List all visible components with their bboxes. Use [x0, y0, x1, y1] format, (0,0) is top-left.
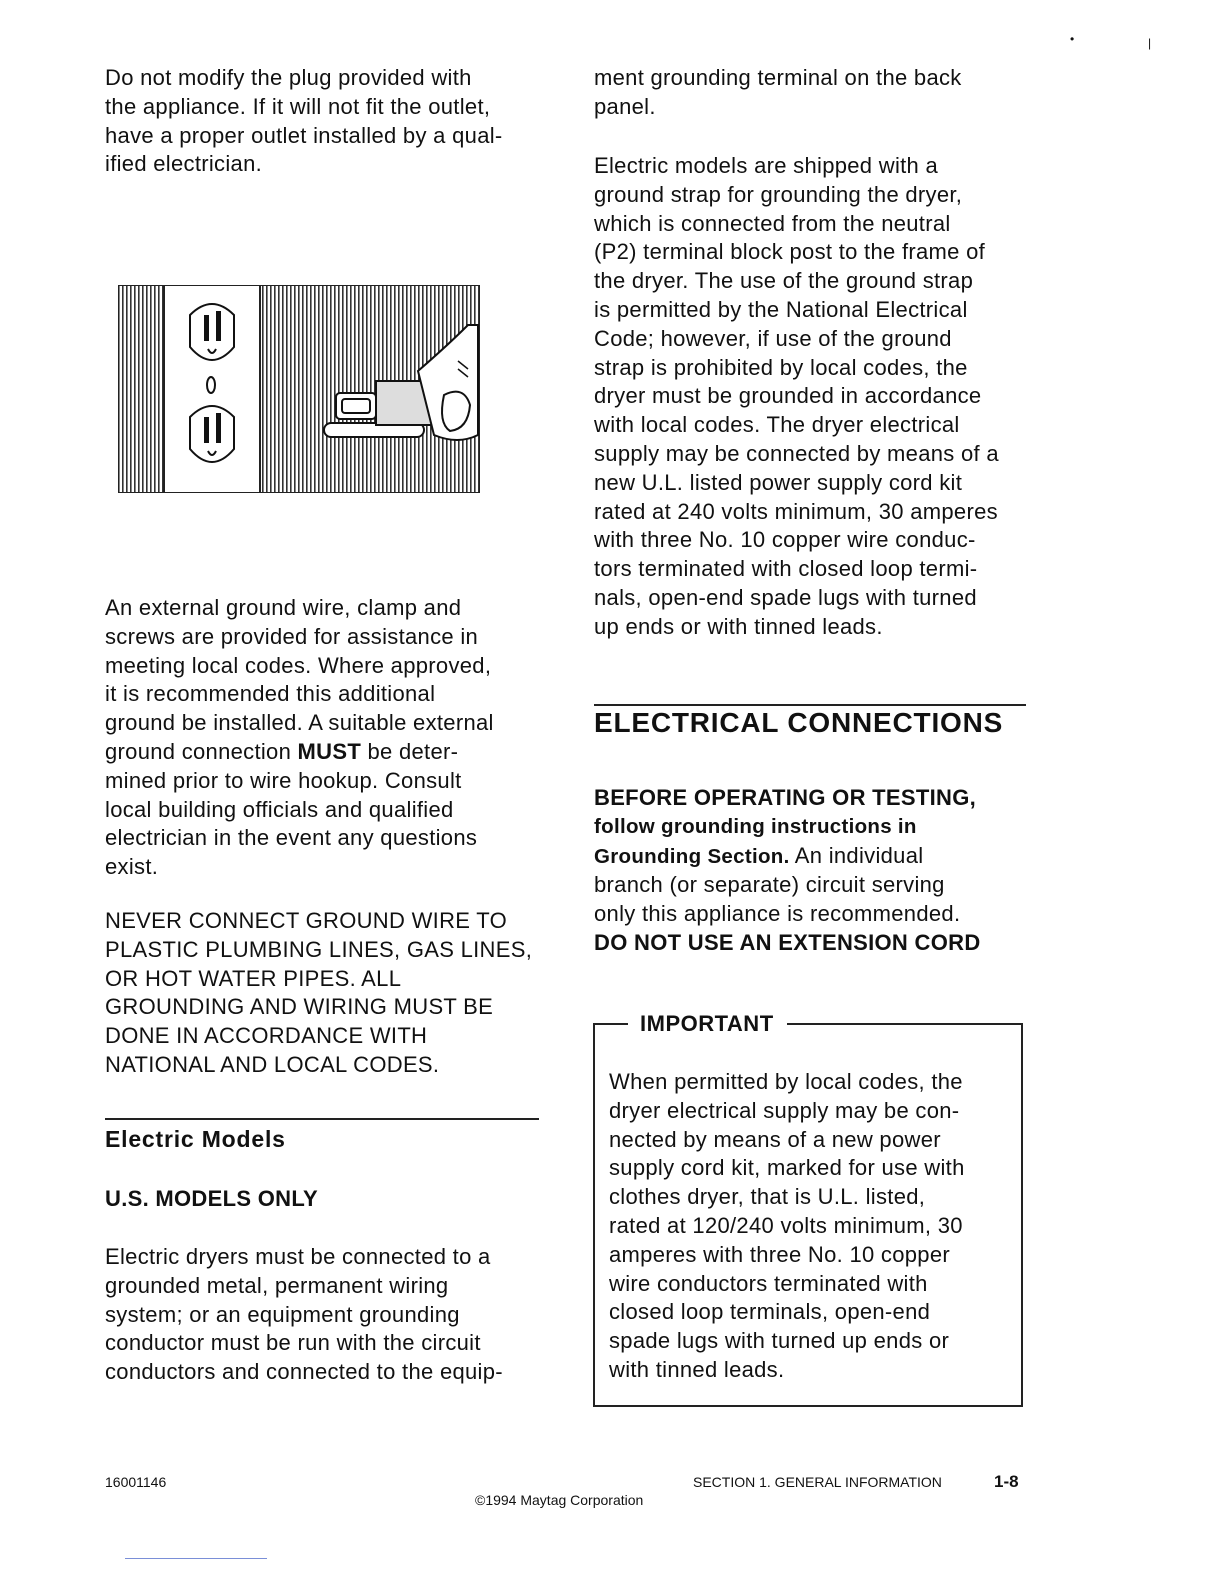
section-divider — [105, 1118, 539, 1120]
text-line: clothes dryer, that is U.L. listed, — [609, 1184, 926, 1210]
text-line: Electric models are shipped with a — [594, 153, 939, 178]
section-divider — [594, 704, 1026, 706]
no-extension-cord-warning: DO NOT USE AN EXTENSION CORD — [594, 929, 981, 955]
text-line: strap is prohibited by local codes, the — [594, 354, 968, 380]
text-line: amperes with three No. 10 copper — [609, 1241, 950, 1267]
text-line: mined prior to wire hookup. Consult — [105, 767, 462, 793]
text-line: with three No. 10 copper wire conduc- — [594, 527, 976, 553]
us-models-heading: U.S. MODELS ONLY — [105, 1186, 319, 1211]
doc-number: 16001146 — [105, 1474, 167, 1490]
text-line: grounded metal, permanent wiring — [105, 1272, 449, 1298]
text-line: ified electrician. — [105, 151, 263, 177]
text-line: Code; however, if use of the ground — [594, 325, 952, 351]
text-line: spade lugs with turned up ends or — [609, 1328, 950, 1354]
text-line: Electric dryers must be connected to a — [105, 1244, 491, 1269]
text-line: wire conductors terminated with — [609, 1270, 928, 1296]
copyright: ©1994 Maytag Corporation — [475, 1492, 644, 1508]
text-line: conductors and connected to the equip- — [105, 1359, 503, 1385]
important-paragraph — [609, 1068, 965, 1385]
text-line: ground be installed. A suitable external — [105, 710, 494, 736]
text-line: dryer electrical supply may be con- — [609, 1097, 960, 1123]
text-line: BEFORE OPERATING OR TESTING, — [594, 785, 977, 810]
text-line: nected by means of a new power — [609, 1126, 941, 1152]
text-segment: ground connection — [105, 738, 298, 764]
text-line: NEVER CONNECT GROUND WIRE TO — [105, 908, 507, 933]
section-label: SECTION 1. GENERAL INFORMATION — [693, 1474, 942, 1490]
text-line: electrician in the event any questions — [105, 825, 478, 851]
text-line: conductor must be run with the circuit — [105, 1330, 481, 1356]
text-line: local building officials and qualified — [105, 796, 454, 822]
text-line: the dryer. The use of the ground strap — [594, 268, 974, 294]
text-line: dryer must be grounded in accordance — [594, 383, 982, 409]
text-line: only this appliance is recommended. — [594, 901, 961, 927]
text-line: ground strap for grounding the dryer, — [594, 181, 963, 207]
important-label: IMPORTANT — [640, 1011, 774, 1036]
text-line: branch (or separate) circuit serving — [594, 872, 945, 898]
text-line: An external ground wire, clamp and — [105, 595, 462, 620]
text-line: NATIONAL AND LOCAL CODES. — [105, 1051, 440, 1077]
receptacle-lower — [190, 406, 234, 462]
continued-paragraph — [594, 64, 962, 122]
page-number: 1-8 — [994, 1472, 1019, 1491]
scan-speck: • — [1070, 32, 1075, 46]
text-segment: An individual — [789, 842, 924, 868]
text-line: rated at 240 volts minimum, 30 amperes — [594, 498, 998, 524]
text-line: nals, open-end spade lugs with turned — [594, 584, 977, 610]
grounded-outlet-illustration — [118, 285, 480, 493]
text-line: meeting local codes. Where approved, — [105, 652, 492, 678]
must-emphasis: MUST — [297, 738, 362, 764]
text-line: tors terminated with closed loop termi- — [594, 556, 978, 582]
text-line — [105, 738, 494, 767]
text-line: with tinned leads. — [609, 1356, 785, 1382]
before-operating-paragraph — [594, 784, 981, 958]
electric-dryers-paragraph — [105, 1243, 503, 1387]
electric-models-heading: Electric Models — [105, 1126, 286, 1152]
text-line: closed loop terminals, open-end — [609, 1299, 931, 1325]
text-line: (P2) terminal block post to the frame of — [594, 239, 986, 265]
text-line: GROUNDING AND WIRING MUST BE — [105, 994, 494, 1020]
text-line: PLASTIC PLUMBING LINES, GAS LINES, — [105, 936, 533, 962]
text-line: supply cord kit, marked for use with — [609, 1155, 965, 1181]
text-line: is permitted by the National Electrical — [594, 296, 968, 322]
warning-paragraph — [105, 907, 532, 1080]
electrical-connections-heading: ELECTRICAL CONNECTIONS — [594, 707, 1004, 738]
text-line: panel. — [594, 93, 656, 119]
receptacle-upper — [190, 304, 234, 360]
text-line: rated at 120/240 volts minimum, 30 — [609, 1212, 963, 1238]
text-line: which is connected from the neutral — [594, 210, 951, 236]
text-line: OR HOT WATER PIPES. ALL — [105, 965, 402, 991]
scan-artifact-line — [125, 1558, 267, 1559]
text-line: new U.L. listed power supply cord kit — [594, 469, 963, 495]
text-line: up ends or with tinned leads. — [594, 613, 883, 639]
outlet-screw — [207, 377, 215, 393]
ground-strap-paragraph — [594, 152, 999, 642]
text-line: DONE IN ACCORDANCE WITH — [105, 1023, 428, 1049]
text-line — [594, 842, 981, 872]
text-line: screws are provided for assistance in — [105, 623, 479, 649]
text-line: with local codes. The dryer electrical — [594, 412, 960, 438]
text-line: ment grounding terminal on the back — [594, 65, 962, 90]
text-line: it is recommended this additional — [105, 681, 436, 707]
text-line: Do not modify the plug provided with — [105, 65, 472, 90]
text-line: supply may be connected by means of a — [594, 440, 999, 466]
text-line: the appliance. If it will not fit the outlet, — [105, 93, 491, 119]
text-line: have a proper outlet installed by a qual- — [105, 122, 503, 148]
text-line: When permitted by local codes, the — [609, 1069, 963, 1094]
intro-paragraph — [105, 64, 503, 179]
grounding-section-ref: Grounding Section. — [594, 844, 790, 868]
text-line: follow grounding instructions in — [594, 814, 917, 838]
text-segment: be deter- — [361, 738, 459, 764]
scan-speck: | — [1148, 36, 1152, 50]
text-line: exist. — [105, 854, 159, 880]
external-ground-paragraph — [105, 594, 494, 882]
text-line: system; or an equipment grounding — [105, 1301, 460, 1327]
